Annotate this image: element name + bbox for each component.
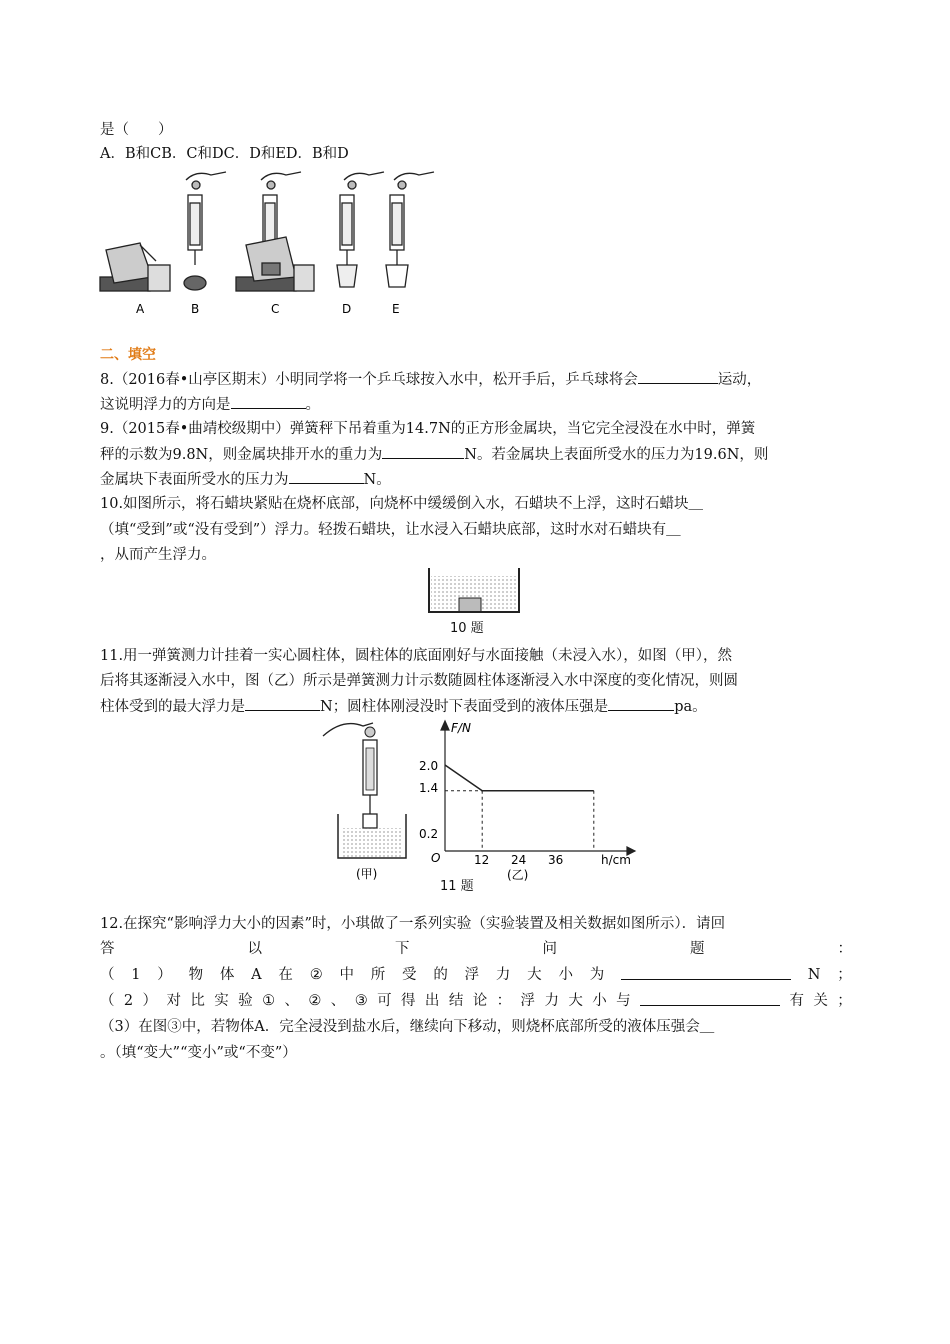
q12-word: 所 <box>370 967 386 983</box>
q12-word: 小 <box>558 967 573 983</box>
q10-line-3: ，从而产生浮力。 <box>100 547 216 563</box>
q12-word: 、 <box>330 993 346 1009</box>
q11-text-b: N；圆柱体刚浸没时下表面受到的液体压强是 <box>320 699 609 715</box>
x-tick-24: 24 <box>511 853 527 867</box>
q12-word: ： <box>837 941 852 957</box>
figure-c-spring-scale-in-can <box>236 172 314 291</box>
q12-word: ） <box>157 967 172 983</box>
q12-blank-2 <box>640 991 780 1006</box>
q12-word: 对 <box>166 993 181 1009</box>
q12-word: ③ <box>354 993 368 1009</box>
q7-figure <box>96 165 436 320</box>
x-axis-label: h/cm <box>601 853 631 867</box>
q12-word: 2 <box>123 993 134 1009</box>
y-tick-2-0: 2.0 <box>419 759 439 773</box>
fig-label-d: D <box>342 302 352 316</box>
q12-word: 浮 <box>464 967 480 983</box>
q8-blank-2 <box>231 394 306 409</box>
q12-word: 关 <box>813 993 828 1009</box>
y-axis-label: F/N <box>451 721 471 735</box>
q12-word: 、 <box>284 993 299 1009</box>
fig-label-a: A <box>136 302 145 316</box>
q11-apparatus-figure <box>318 718 413 883</box>
q11-graph <box>415 716 640 882</box>
q12-word: 有 <box>789 993 804 1009</box>
q12-line-5: （3）在图③中，若物体A．完全浸没到盐水后，继续向下移动，则烧杯底部所受的液体压强会＿ <box>100 1019 715 1035</box>
q12-word: 以 <box>247 941 262 957</box>
figure-e-spring-scale-bucket <box>386 172 434 287</box>
q12-word: 与 <box>616 993 631 1009</box>
q8-text-a: 8.（2016春•山亭区期末）小明同学将一个乒乓球按入水中，松开手后，乒乓球将会 <box>100 372 638 388</box>
q7-tail: 是（ ） <box>100 122 173 138</box>
q12-word: 在 <box>278 967 293 983</box>
q12-word: 问 <box>542 941 557 957</box>
q11-text-a: 柱体受到的最大浮力是 <box>100 699 245 715</box>
q12-word: 大 <box>527 967 542 983</box>
q12-word: 论 <box>472 993 488 1009</box>
y-tick-1-4: 1.4 <box>419 781 439 795</box>
q12-word: 可 <box>377 993 392 1009</box>
q12-word: 受 <box>402 967 417 983</box>
fig-label-c: C <box>271 302 280 316</box>
section-heading: 二、填空 <box>100 347 156 363</box>
q12-word: 中 <box>339 967 354 983</box>
q8-line-2 <box>100 394 320 415</box>
q9-text-a: 秤的示数为9.8N，则金属块排开水的重力为 <box>100 447 383 463</box>
q9-blank-1 <box>382 444 464 459</box>
q9-text-b: N。若金属块上表面所受水的压力为19.6N，则 <box>464 447 769 463</box>
q11-text-c: pa。 <box>674 699 707 715</box>
q11-label-left: (甲) <box>356 867 378 881</box>
figure-d-spring-scale-bucket <box>337 172 384 287</box>
x-tick-12: 12 <box>474 853 490 867</box>
q8-blank-1 <box>638 369 718 384</box>
q12-word: 题 <box>690 941 705 957</box>
q11-line-3 <box>100 696 707 717</box>
origin-label: O <box>431 851 441 865</box>
q11-caption: 11 题 <box>440 879 474 894</box>
q12-line-6: 。（填“变大”“变小”或“不变”） <box>100 1045 297 1061</box>
q8-text-c: 这说明浮力的方向是 <box>100 397 231 413</box>
q12-word: （ <box>100 967 115 983</box>
y-tick-0-2: 0.2 <box>419 827 439 841</box>
q12-word: 下 <box>395 941 410 957</box>
q8-text-d: 。 <box>305 397 320 413</box>
wax-block <box>459 598 481 612</box>
q12-word: 结 <box>448 993 464 1009</box>
x-tick-36: 36 <box>548 853 564 867</box>
q12-word: 1 <box>131 967 141 983</box>
q10-line-1: 10.如图所示，将石蜡块紧贴在烧杯底部，向烧杯中缓缓倒入水，石蜡块不上浮，这时石蜡块＿ <box>100 496 704 512</box>
q12-word: 比 <box>190 993 205 1009</box>
fig-label-e: E <box>392 302 400 316</box>
q12-word: 物 <box>188 967 204 983</box>
q12-word: 大 <box>568 993 583 1009</box>
q10-beaker-figure <box>425 566 525 616</box>
q12-word: ① <box>262 993 276 1009</box>
q12-word: （ <box>100 993 115 1009</box>
q12-word: 力 <box>544 993 559 1009</box>
q12-word: ； <box>837 967 852 983</box>
q12-word: ） <box>142 993 158 1009</box>
q12-blank-1 <box>621 965 791 980</box>
q11-line-2: 后将其逐渐浸入水中，图（乙）所示是弹簧测力计示数随圆柱体逐渐浸入水中深度的变化情况，则圆 <box>100 673 738 689</box>
q9-line-1: 9.（2015春•曲靖校级期中）弹簧秤下吊着重为14.7N的正方形金属块，当它完全浸没在水中时，弹簧 <box>100 421 756 437</box>
q12-word: ② <box>309 967 323 983</box>
q11-blank-2 <box>608 696 674 711</box>
q12-word: 小 <box>592 993 607 1009</box>
q12-line-4 <box>100 991 852 1011</box>
figure-b-spring-scale <box>184 172 226 290</box>
q12-word: 体 <box>219 967 235 983</box>
q11-label-right: (乙) <box>507 868 529 882</box>
y-axis-arrow <box>441 721 449 730</box>
q9-blank-2 <box>289 469 364 484</box>
q12-line-3 <box>100 965 852 985</box>
q12-word: ； <box>837 993 852 1009</box>
q12-word: 的 <box>433 967 448 983</box>
q7-options: A．B和CB．C和DC．D和ED．B和D <box>100 146 349 162</box>
q12-word: ： <box>496 993 512 1009</box>
q12-line-2 <box>100 939 852 959</box>
q12-word: 验 <box>238 993 253 1009</box>
q12-word: N <box>807 967 821 983</box>
q9-line-3 <box>100 469 391 490</box>
f-vs-h-line <box>445 765 594 791</box>
q12-word: ② <box>308 993 322 1009</box>
q12-word: 为 <box>589 967 605 983</box>
q11-line-1: 11.用一弹簧测力计挂着一实心圆柱体，圆柱体的底面刚好与水面接触（未浸入水），如图（甲），然 <box>100 648 733 664</box>
q8-line-1 <box>100 369 761 390</box>
q12-word: 答 <box>100 941 115 957</box>
q12-line-1: 12.在探究“影响浮力大小的因素”时，小琪做了一系列实验（实验装置及相关数据如图所示）．请回 <box>100 916 726 932</box>
q12-word: 浮 <box>520 993 536 1009</box>
q11-blank-1 <box>245 696 320 711</box>
q12-word: 实 <box>214 993 229 1009</box>
q12-word: A <box>251 967 262 983</box>
q9-text-d: N。 <box>363 472 391 488</box>
figure-a-overflow-can <box>100 243 170 291</box>
q12-word: 力 <box>495 967 511 983</box>
q12-word: 出 <box>424 993 440 1009</box>
q10-line-2: （填“受到”或“没有受到”）浮力。轻拨石蜡块，让水浸入石蜡块底部，这时水对石蜡块有＿ <box>100 522 681 538</box>
q9-text-c: 金属块下表面所受水的压力为 <box>100 472 289 488</box>
q8-text-b: 运动， <box>717 372 762 388</box>
q12-word: 得 <box>401 993 416 1009</box>
q9-line-2 <box>100 444 768 465</box>
fig-label-b: B <box>191 302 200 316</box>
q10-caption: 10 题 <box>450 621 484 636</box>
